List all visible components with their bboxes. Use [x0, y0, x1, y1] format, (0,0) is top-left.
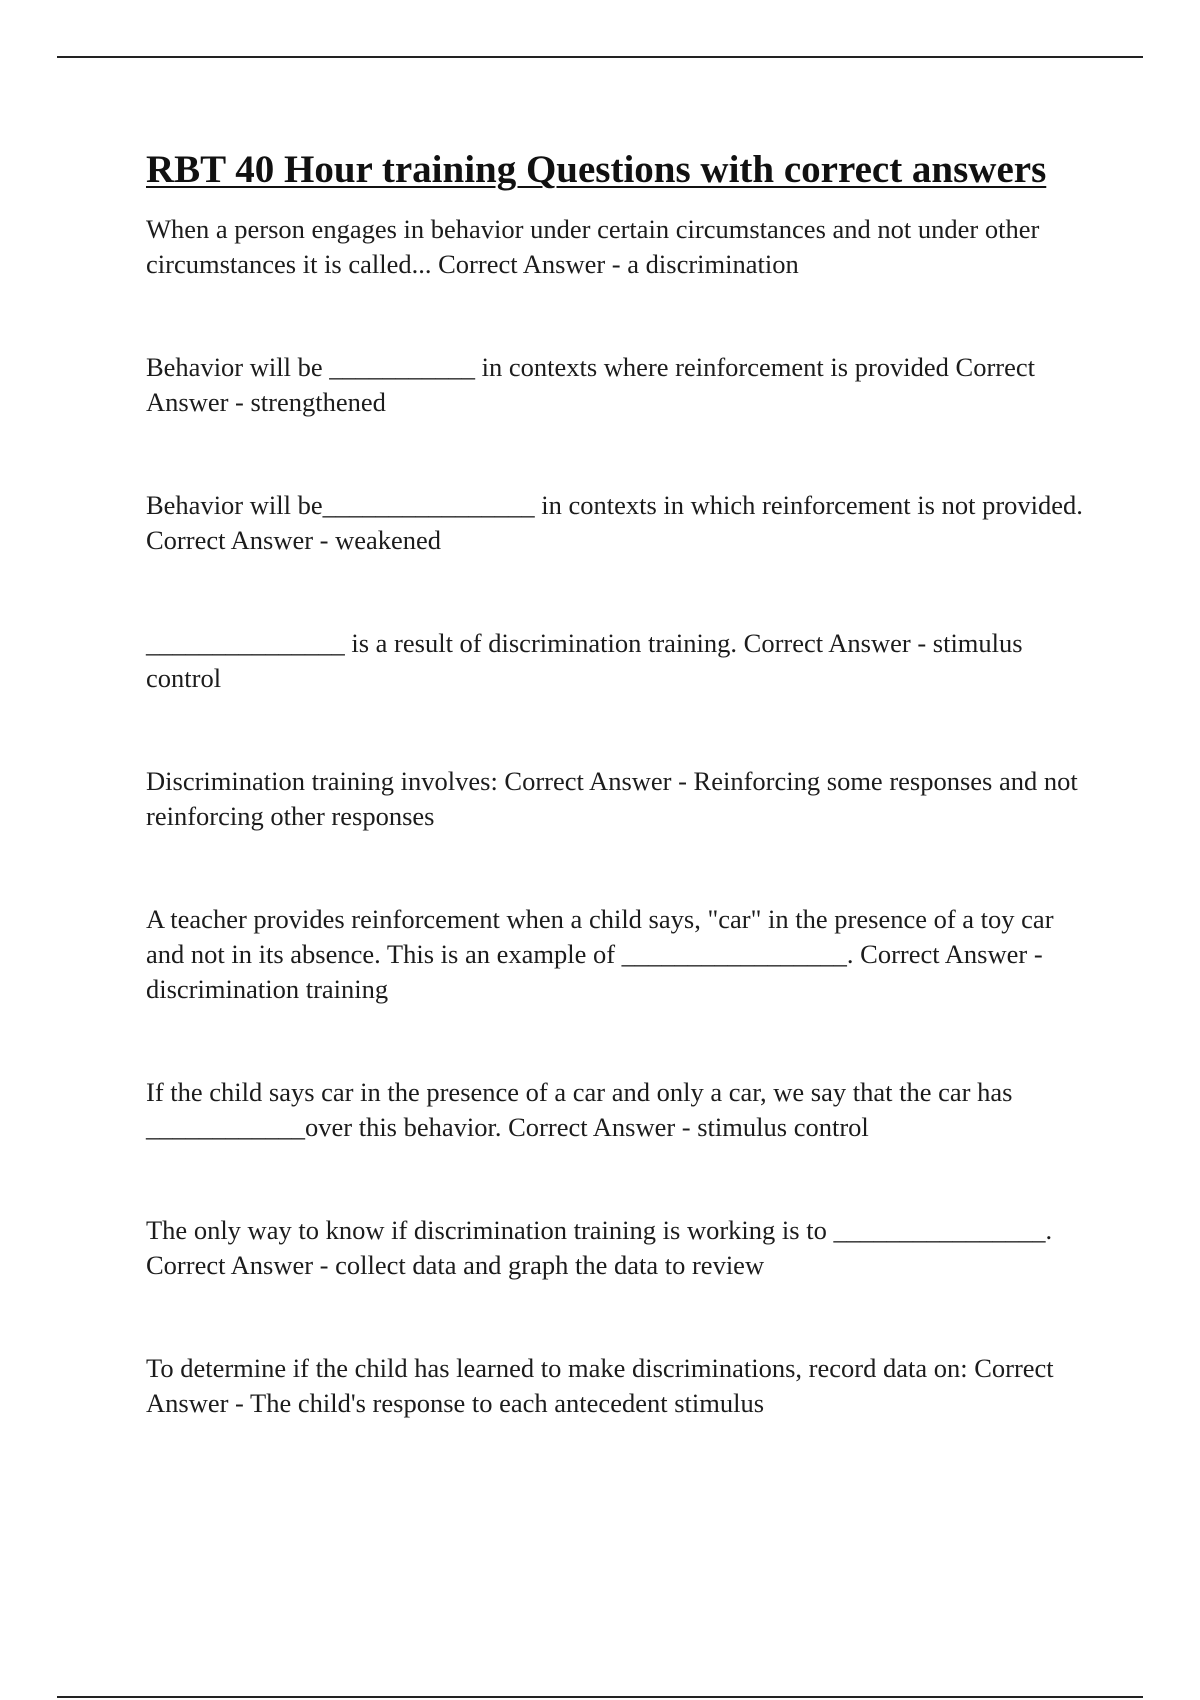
qa-item: Discrimination training involves: Correct Answer - Reinforcing some responses and not reinforcing other responses — [146, 766, 1078, 831]
qa-item: The only way to know if discrimination training is working is to ________________. Correct Answer - collect data and graph the data to review — [146, 1215, 1053, 1280]
document-title: RBT 40 Hour training Questions with correct answers — [146, 148, 1047, 191]
qa-item: When a person engages in behavior under certain circumstances and not under other circumstances it is called... Correct Answer - a discrimination — [146, 214, 1040, 279]
qa-item: Behavior will be ___________ in contexts where reinforcement is provided Correct Answer - strengthened — [146, 352, 1035, 417]
top-rule — [57, 56, 1143, 58]
qa-item: _______________ is a result of discrimination training. Correct Answer - stimulus control — [146, 628, 1023, 693]
qa-item: Behavior will be________________ in contexts in which reinforcement is not provided. Correct Answer - weakened — [146, 490, 1083, 555]
qa-item: If the child says car in the presence of a car and only a car, we say that the car has ____________over this behavior. Correct Answer - stimulus control — [146, 1077, 1013, 1142]
qa-item: A teacher provides reinforcement when a child says, "car" in the presence of a toy car and not in its absence. This is an example of _________________. Correct Answer - discrimination training — [146, 904, 1054, 1004]
bottom-rule — [57, 1696, 1143, 1698]
qa-item: To determine if the child has learned to make discriminations, record data on: Correct Answer - The child's response to each antecedent stimulus — [146, 1353, 1054, 1418]
document-body — [146, 146, 1086, 1421]
qa-list — [146, 212, 1086, 1421]
